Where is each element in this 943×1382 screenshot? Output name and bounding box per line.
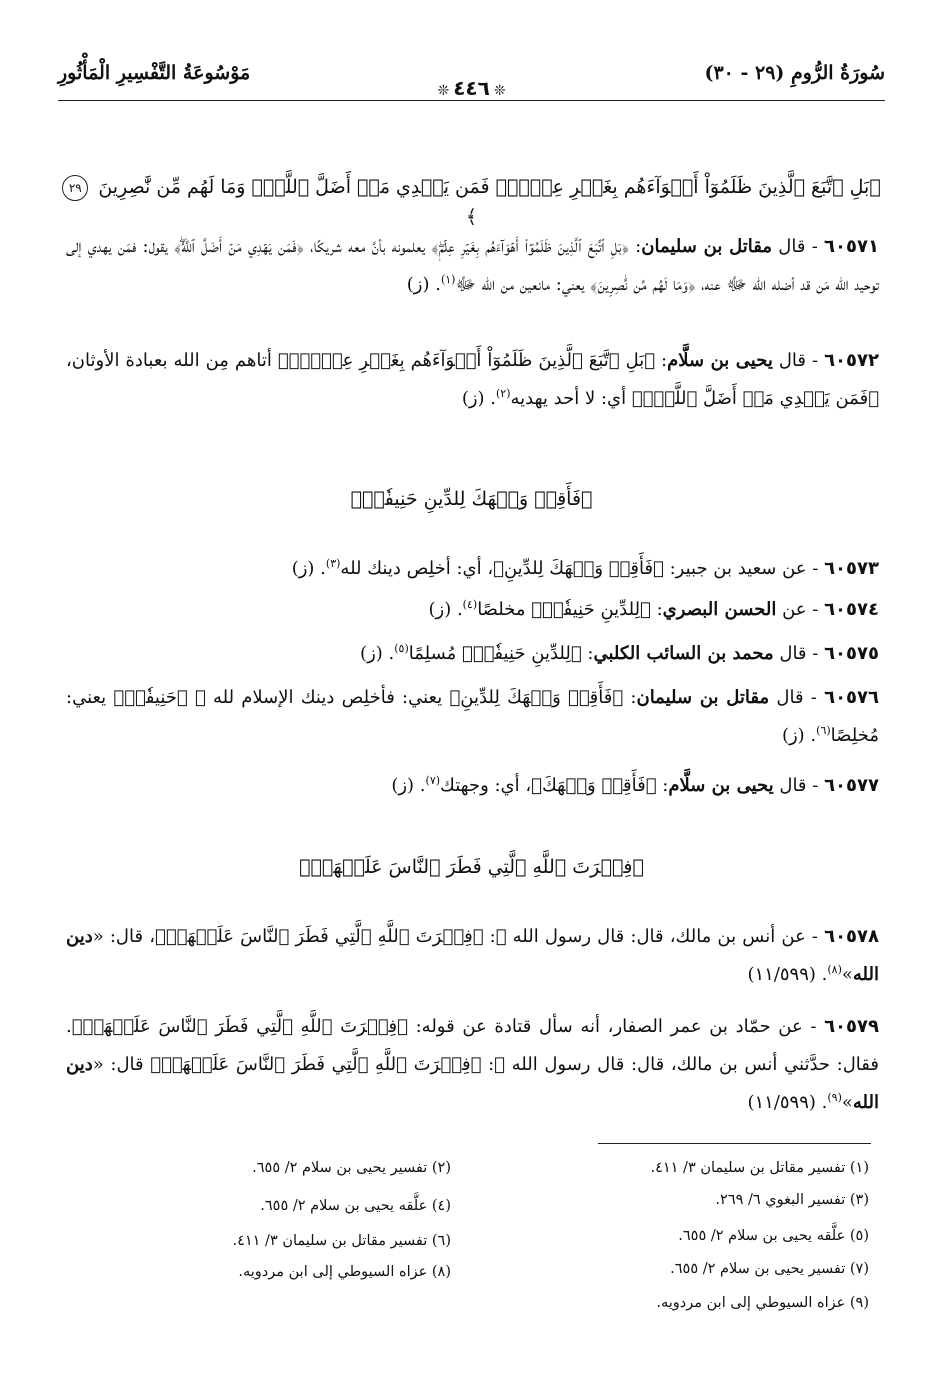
quran-quote: ﴿فِطۡرَتَ ٱللَّهِ ٱلَّتِي فَطَرَ ٱلنَّاسَ عَلَيۡهَاۚ﴾ [71,1016,408,1037]
text: - قال [773,643,825,664]
text: . (ز) [428,599,463,620]
footnote: (٤) علَّقه يحيى بن سلام ٢/ ٦٥٥. [260,1198,451,1214]
text: : [655,350,668,371]
verse-text: ﴿فَأَقِمۡ وَجۡهَكَ لِلدِّينِ حَنِيفٗاۚ﴾ [350,488,593,510]
hadith-text: دين الله [66,1054,879,1113]
footnote-ref[interactable]: (٤) [462,598,478,611]
text: يقول: فمَن يهدي إلى توحيد الله مَن قد أضله الله ﷻ عنه، [66,236,879,295]
text: قال: « [92,1054,151,1075]
quran-quote: ﴿فَمَن يَهۡدِي مَنۡ أَضَلَّ ٱللَّهُۖ﴾ [631,388,879,409]
narration-number: ٦٠٥٧٥ [824,643,879,664]
narration-paragraph [66,591,879,629]
quran-quote: ﴿فَمَن يَهۡدِي مَنۡ أَضَلَّ ٱللَّهُۖ﴾ [173,236,304,257]
surah-title: سُورَةُ الرُّومِ (٢٩ - ٣٠) [704,62,885,84]
quran-quote: ﴿حَنِيفٗاۚ﴾ [113,687,188,708]
footnote-ref[interactable]: (٩) [827,1091,842,1104]
narration-paragraph [66,550,879,588]
page-header [58,62,885,102]
footnote: (٣) تفسير البغوي ٦/ ٢٦٩. [715,1192,869,1208]
verse-text: ﴿بَلِ ٱتَّبَعَ ٱلَّذِينَ ظَلَمُوٓاْ أَهۡوَآءَهُم بِغَيۡرِ عِلۡمٖۖ فَمَن يَهۡدِي مَنۡ أَضَلَّ ٱللَّهُۖ وَمَا لَهُم مِّن نَّٰصِرِينَ [98,176,881,198]
text: . (ز) [406,274,441,295]
text: . (ز) [291,558,326,579]
text: ، قال: « [92,926,156,947]
text: . (١١/٥٩٩) [747,1092,828,1113]
ornament-icon: ❊ [493,83,506,99]
verse-number-badge: ٢٩ [62,175,88,201]
text: - عن سعيد بن جبير: [663,558,825,579]
footnote-ref[interactable]: (٣) [325,557,341,570]
footnote: (٦) تفسير مقاتل بن سليمان ٣/ ٤١١. [232,1233,451,1249]
footnote-ref[interactable]: (٢) [496,387,511,400]
quran-quote: ﴿وَمَا لَهُم مِّن نَّٰصِرِينَ﴾ [590,274,696,295]
narration-paragraph [66,635,879,673]
text: ، أي: وجهتك [440,775,532,796]
text: ، أي: أخلِص دينك لله [340,558,494,579]
footnote: (١) تفسير مقاتل بن سليمان ٣/ ٤١١. [650,1160,869,1176]
header-divider [58,100,885,101]
verse-heading [58,852,885,882]
text: يعني: مانعين من الله ﷻ [455,274,591,295]
narration-paragraph [66,1008,879,1122]
text: أي: لا أحد يهديه [510,388,632,409]
quran-quote: ﴿فَأَقِمۡ وَجۡهَكَ لِلدِّينِ﴾ [493,558,664,579]
footnote: (٥) علَّقه يحيى بن سلام ٢/ ٦٥٥. [678,1228,869,1244]
hadith-text: دين الله [66,926,879,985]
text: . (ز) [391,775,426,796]
text: يعني: مُخلِصًا [66,687,879,746]
text: » [841,964,853,985]
text: . (١١/٥٩٩) [747,964,828,985]
narrator-name: مقاتل بن سليمان [641,236,773,257]
text: - عن حمّاد بن عمر الصفار، أنه سأل قتادة عن قوله: [407,1016,825,1037]
text: . (ز) [461,388,496,409]
text: » [841,1092,853,1113]
footnote-ref[interactable]: (٦) [816,724,831,737]
narrator-name: يحيى بن سلَّام [668,775,774,796]
narrator-name: يحيى بن سلَّام [667,350,773,371]
verse-heading [58,484,885,514]
footnote-divider [598,1143,871,1144]
text: - عن [776,599,825,620]
quran-quote: ﴿لِلدِّينِ حَنِيفٗاۚ﴾ [462,643,582,664]
quran-quote: ﴿فَأَقِمۡ وَجۡهَكَ﴾ [531,775,657,796]
text: مخلصًا [477,599,532,620]
narration-number: ٦٠٥٧١ [824,236,879,257]
narrator-name: الحسن البصري [662,599,777,620]
narration-number: ٦٠٥٧٢ [824,350,879,371]
footnote-ref[interactable]: (٨) [827,963,842,976]
narration-number: ٦٠٥٧٧ [824,775,879,796]
text: . فقال: حدَّثني أنس بن مالك، قال: قال رسول الله ﷺ: [66,1016,880,1075]
text: يعني: فأخلِص دينك الإسلام لله ﷻ [187,687,450,708]
quran-quote: ﴿لِلدِّينِ حَنِيفٗاۚ﴾ [531,599,651,620]
narration-number: ٦٠٥٧٦ [824,687,880,708]
narration-paragraph [66,342,879,418]
text: أتاهم مِن الله بعبادة الأوثان، [66,350,278,371]
text: : [650,599,663,620]
verse-close: ﴾ [465,206,478,228]
text: : [581,643,594,664]
quran-quote: ﴿بَلِ ٱتَّبَعَ ٱلَّذِينَ ظَلَمُوٓاْ أَهۡوَآءَهُم بِغَيۡرِ عِلۡمٖۖ﴾ [277,350,656,371]
text: يعلمونه بأنَّ معه شريكًا، [303,236,432,257]
text: . (ز) [781,725,817,746]
narration-number: ٦٠٥٧٩ [824,1016,879,1037]
text: - قال [773,775,825,796]
text: . (ز) [360,643,395,664]
narration-paragraph [66,918,879,994]
text: - قال [772,236,825,257]
footnote-ref[interactable]: (١) [440,273,456,286]
text: - قال [772,350,825,371]
narration-number: ٦٠٥٧٨ [824,926,880,947]
text: : [623,687,637,708]
verse-heading [58,172,885,232]
narrator-name: مقاتل بن سليمان [636,687,770,708]
footnote: (٩) عزاه السيوطي إلى ابن مردويه. [656,1295,869,1311]
narration-paragraph [66,228,879,304]
quran-quote: ﴿فَأَقِمۡ وَجۡهَكَ لِلدِّينِ﴾ [449,687,624,708]
narrator-name: محمد بن السائب الكلبي [593,643,774,664]
footnote-ref[interactable]: (٥) [394,642,409,655]
quran-quote: ﴿بَلِ ٱتَّبَعَ ٱلَّذِينَ ظَلَمُوٓاْ أَهۡوَآءَهُم بِغَيۡرِ عِلۡمٖۖ﴾ [431,236,629,257]
narration-paragraph [66,679,879,755]
page-number: ٤٤٦ [453,76,490,100]
footnote: (٢) تفسير يحيى بن سلام ٢/ ٦٥٥. [252,1160,451,1176]
quran-quote: ﴿فِطۡرَتَ ٱللَّهِ ٱلَّتِي فَطَرَ ٱلنَّاسَ عَلَيۡهَاۚ﴾ [150,1054,482,1075]
text: : [628,236,642,257]
footnote-ref[interactable]: (٧) [425,774,441,787]
text: مُسلِمًا [408,643,463,664]
footnote: (٧) تفسير يحيى بن سلام ٢/ ٦٥٥. [670,1261,869,1277]
ornament-icon: ❊ [437,83,450,99]
text: - عن أنس بن مالك، قال: قال رسول الله ﷺ: [483,926,825,947]
text: : [656,775,669,796]
text: - قال [769,687,825,708]
narration-paragraph [66,767,879,805]
narration-number: ٦٠٥٧٤ [824,599,879,620]
book-title: مَوْسُوعَةُ التَّفْسِيرِ الْمَأْثُورِ [58,62,251,84]
quran-quote: ﴿فِطۡرَتَ ٱللَّهِ ٱلَّتِي فَطَرَ ٱلنَّاسَ عَلَيۡهَاۚ﴾ [155,926,484,947]
footnote: (٨) عزاه السيوطي إلى ابن مردويه. [238,1264,451,1280]
verse-text: ﴿فِطۡرَتَ ٱللَّهِ ٱلَّتِي فَطَرَ ٱلنَّاسَ عَلَيۡهَاۚ﴾ [299,856,644,878]
narration-number: ٦٠٥٧٣ [824,558,879,579]
